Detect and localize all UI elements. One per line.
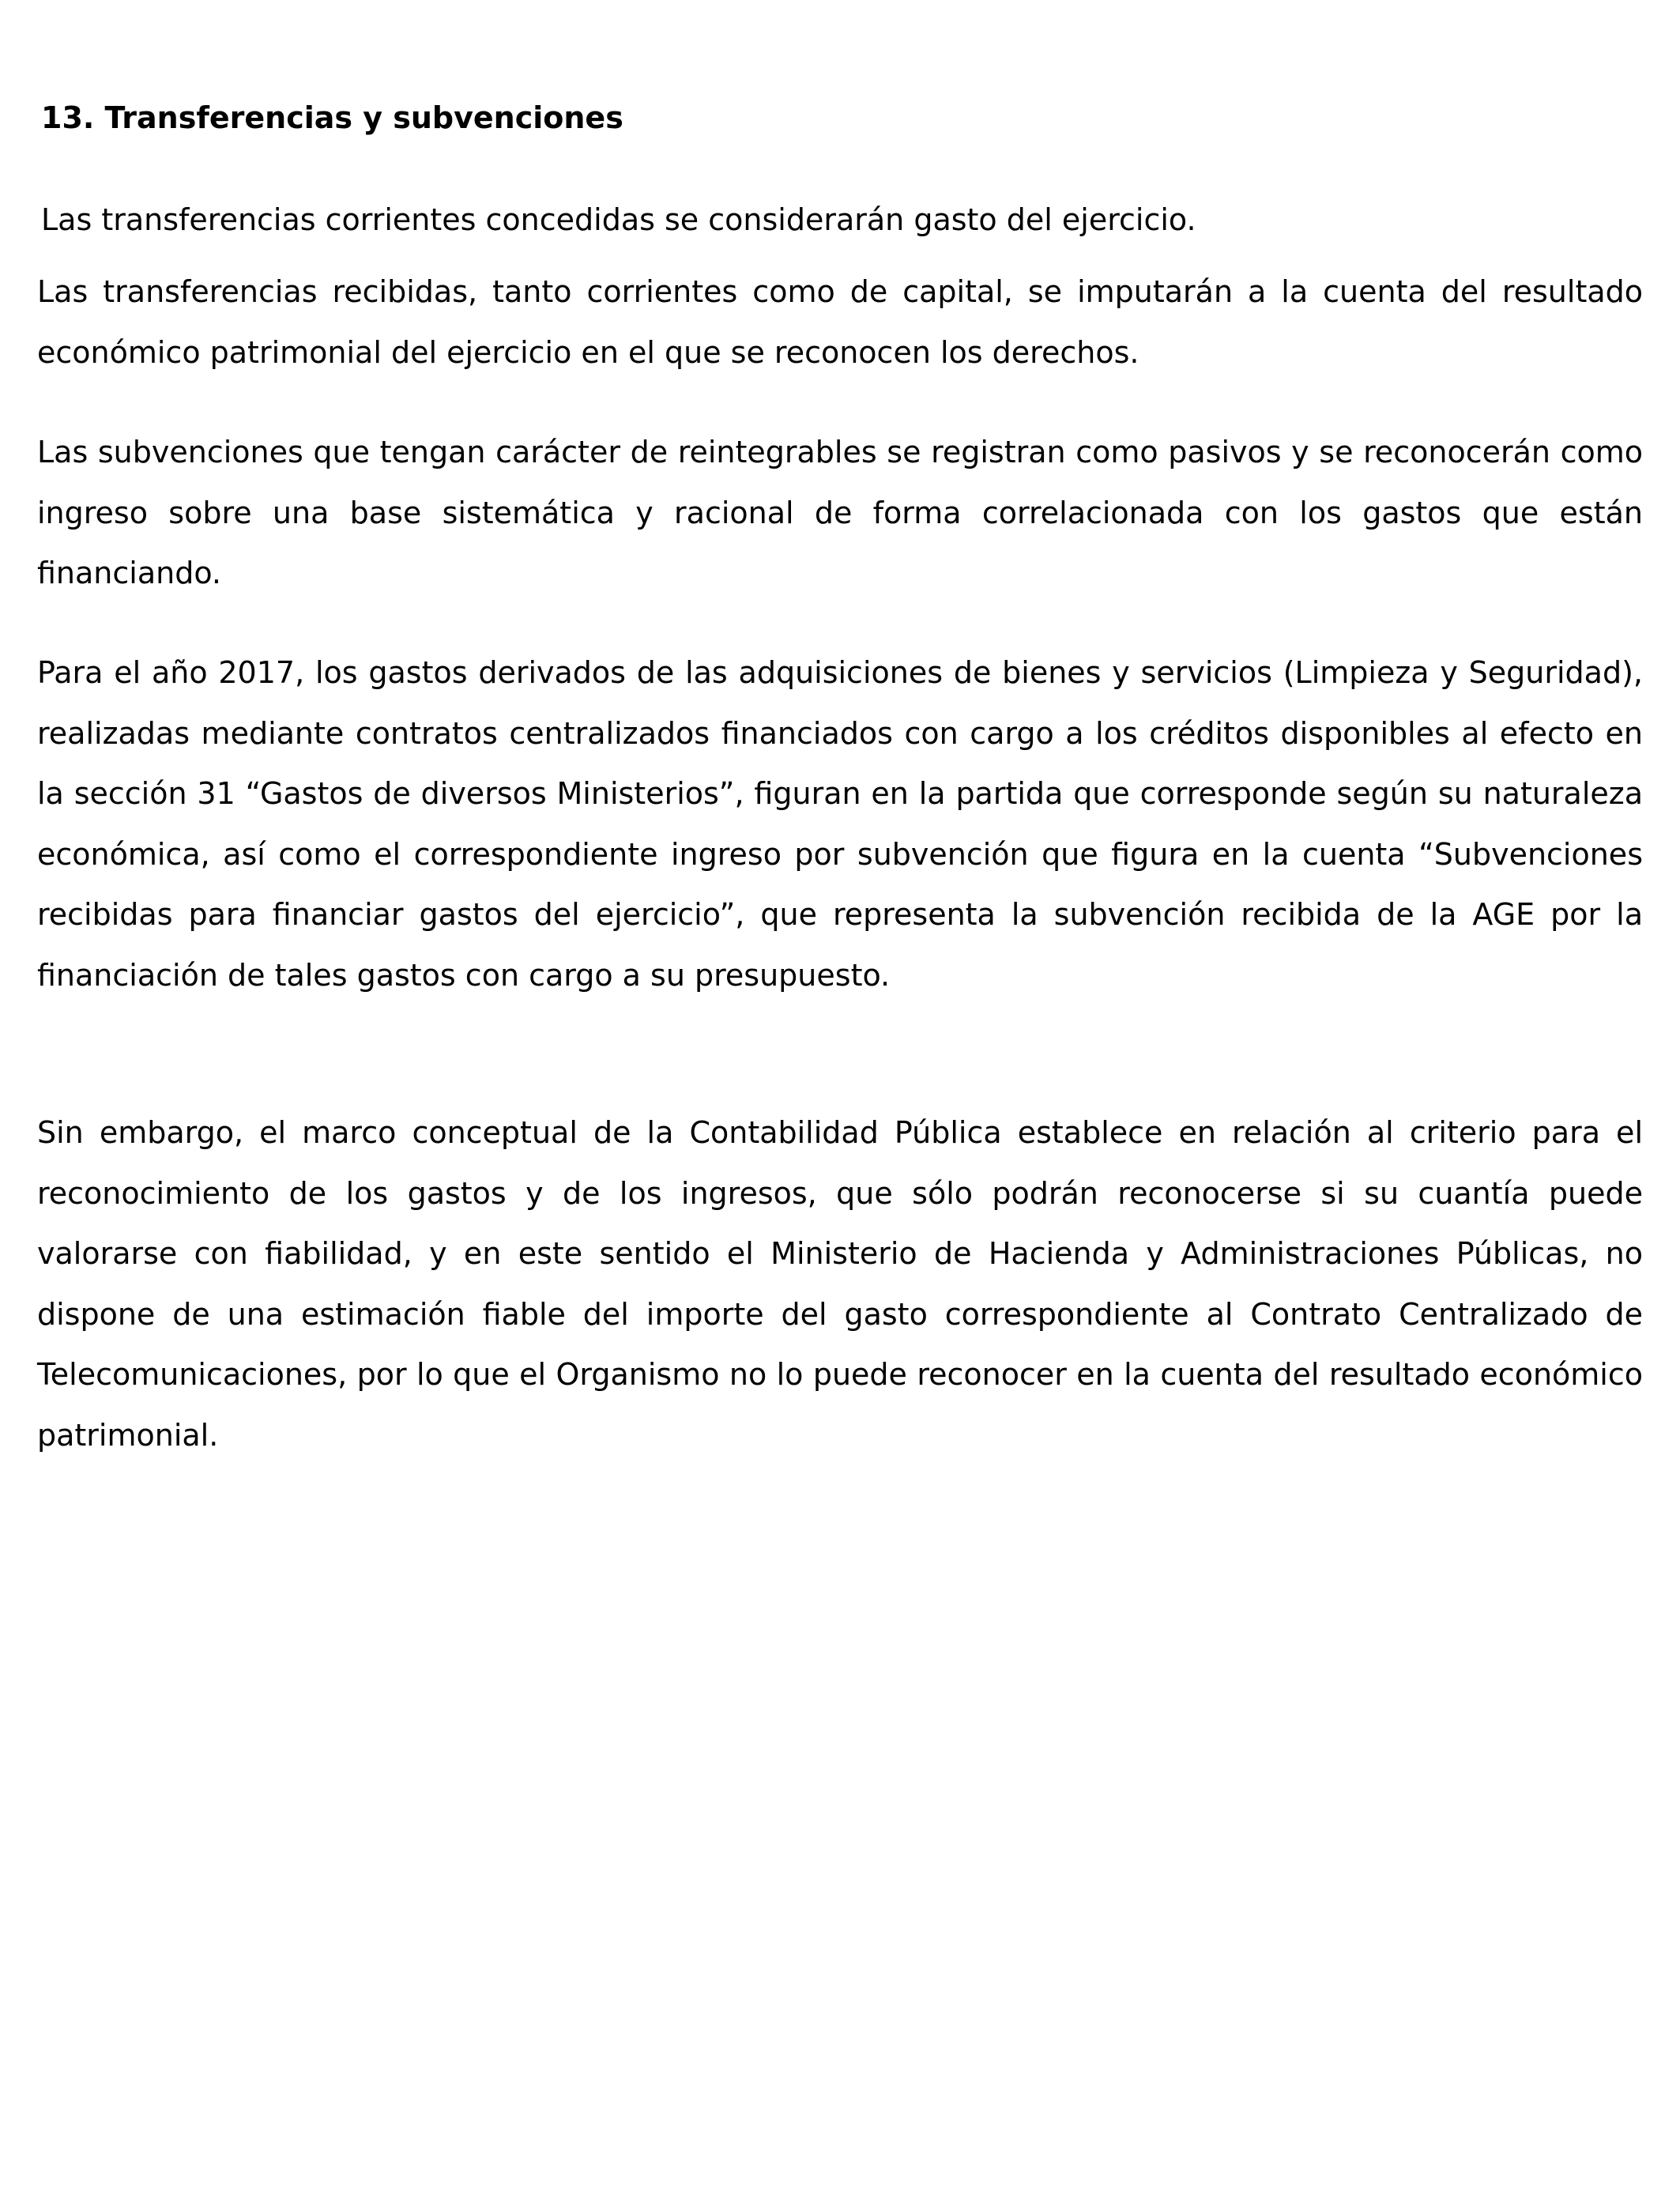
paragraph-transferencias-recibidas: Las transferencias recibidas, tanto corrientes como de capital, se imputarán a la cuenta del resultado económico patrimonial del ejercicio en el que se reconocen los derechos. <box>37 274 1643 370</box>
paragraph-marco-conceptual: Sin embargo, el marco conceptual de la Contabilidad Pública establece en relación al criterio para el reconocimiento de los gastos y de los ingresos, que sólo podrán reconocerse si su cuantía puede valorarse con fiabilidad, y en este sentido el Ministerio de Hacienda y Administraciones Públicas, no dispone de una estimación fiable del importe del gasto correspondiente al Contrato Centralizado de Telecomunicaciones, por lo que el Organismo no lo puede reconocer en la cuenta del resultado económico patrimonial. <box>37 1115 1643 1453</box>
paragraph-transferencias-concedidas: Las transferencias corrientes concedidas se considerarán gasto del ejercicio. <box>41 202 1196 237</box>
paragraph-gastos-2017: Para el año 2017, los gastos derivados de las adquisiciones de bienes y servicios (Limpieza y Seguridad), realizadas mediante contratos centralizados financiados con cargo a los créditos disponibles al efecto en la sección 31 “Gastos de diversos Ministerios”, figuran en la partida que corresponde según su naturaleza económica, así como el correspondiente ingreso por subvención que figura en la cuenta “Subvenciones recibidas para financiar gastos del ejercicio”, que representa la subvención recibida de la AGE por la financiación de tales gastos con cargo a su presupuesto. <box>37 655 1643 993</box>
section-heading: 13. Transferencias y subvenciones <box>41 100 623 135</box>
paragraph-subvenciones-reintegrables: Las subvenciones que tengan carácter de reintegrables se registran como pasivos y se reconocerán como ingreso sobre una base sistemática y racional de forma correlacionada con los gastos que están financiando. <box>37 435 1643 591</box>
